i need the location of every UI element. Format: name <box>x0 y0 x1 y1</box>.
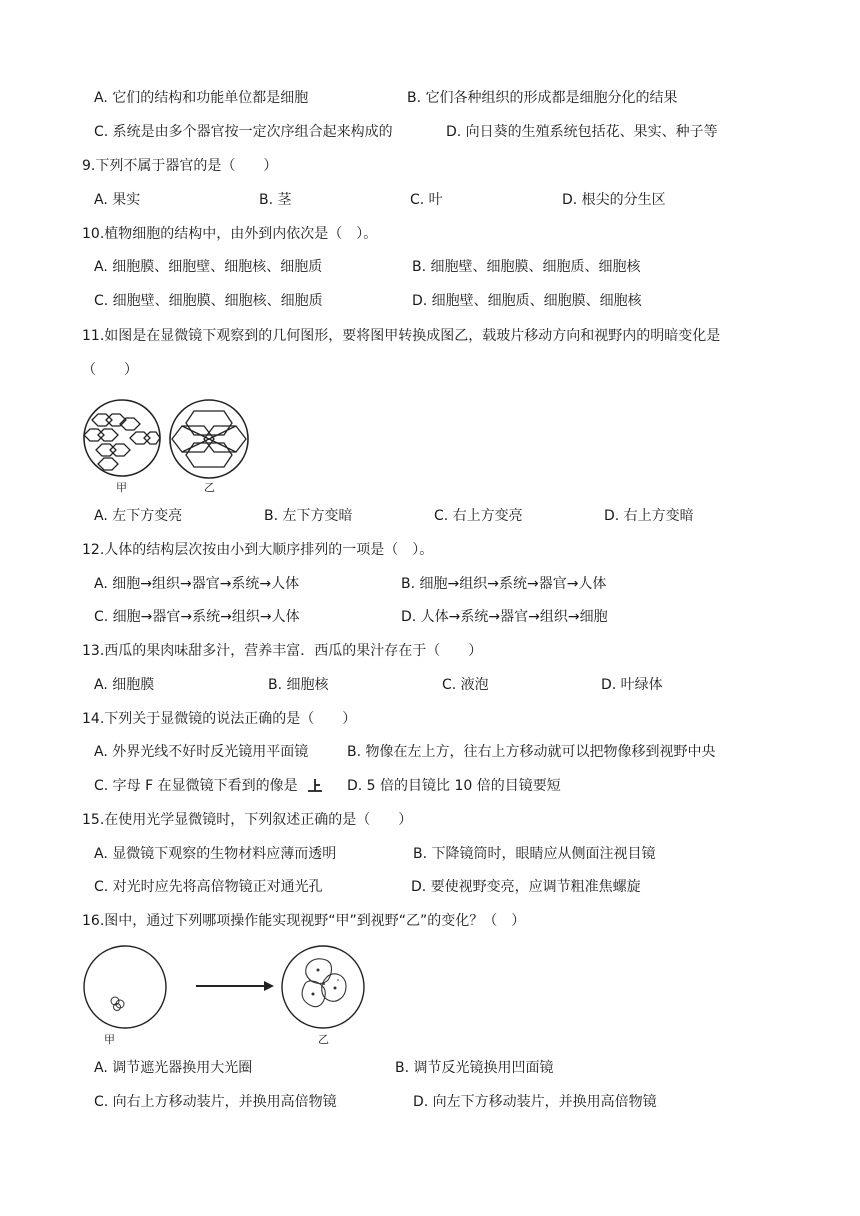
inverted-f-glyph-icon <box>306 776 324 794</box>
q16-option-d: D. 向左下方移动装片，并换用高倍物镜 <box>413 1094 657 1110</box>
q9-option-b: B. 茎 <box>259 192 292 208</box>
q13-option-a: A. 细胞膜 <box>94 677 155 693</box>
q16-figure-jia <box>82 944 168 1046</box>
q11-figure-yi-label: 乙 <box>204 481 215 494</box>
q8-option-b: B. 它们各种组织的形成都是细胞分化的结果 <box>407 90 678 106</box>
q15-option-a: A. 显微镜下观察的生物材料应薄而透明 <box>94 846 337 862</box>
q16-option-c: C. 向右上方移动装片，并换用高倍物镜 <box>94 1094 337 1110</box>
q16-option-b: B. 调节反光镜换用凹面镜 <box>395 1060 554 1076</box>
q15-option-b: B. 下降镜筒时，眼睛应从侧面注视目镜 <box>413 846 656 862</box>
q8-option-c: C. 系统是由多个器官按一定次序组合起来构成的 <box>94 124 393 140</box>
q11-option-c: C. 右上方变亮 <box>434 508 523 524</box>
q10-stem: 10.植物细胞的结构中，由外到内依次是（ ）。 <box>82 226 378 242</box>
q9-option-d: D. 根尖的分生区 <box>562 192 666 208</box>
q12-option-b: B. 细胞→组织→系统→器官→人体 <box>401 576 607 592</box>
q10-option-a: A. 细胞膜、细胞壁、细胞核、细胞质 <box>94 259 323 275</box>
q10-option-c: C. 细胞壁、细胞膜、细胞核、细胞质 <box>94 293 323 309</box>
q15-option-c: C. 对光时应先将高倍物镜正对通光孔 <box>94 879 323 895</box>
q15-option-d: D. 要使视野变亮，应调节粗准焦螺旋 <box>411 879 641 895</box>
q16-option-a: A. 调节遮光器换用大光圈 <box>94 1060 253 1076</box>
q14-option-c: C. 字母 F 在显微镜下看到的像是 <box>94 778 298 794</box>
q11-stem: 11.如图是在显微镜下观察到的几何图形，要将图甲转换成图乙，载玻片移动方向和视野内的明暗变化是 <box>82 328 721 344</box>
q9-option-c: C. 叶 <box>410 192 443 208</box>
q12-option-a: A. 细胞→组织→器官→系统→人体 <box>94 576 300 592</box>
q13-option-c: C. 液泡 <box>442 677 489 693</box>
q8-option-d: D. 向日葵的生殖系统包括花、果实、种子等 <box>446 124 718 140</box>
q11-figure-yi <box>168 398 250 494</box>
q11-figure-jia <box>82 398 162 494</box>
q16-figure-yi <box>280 944 366 1046</box>
q14-option-b: B. 物像在左上方，往右上方移动就可以把物像移到视野中央 <box>347 744 716 760</box>
q10-option-b: B. 细胞壁、细胞膜、细胞质、细胞核 <box>412 259 641 275</box>
q8-option-a: A. 它们的结构和功能单位都是细胞 <box>94 90 309 106</box>
q12-option-c: C. 细胞→器官→系统→组织→人体 <box>94 609 300 625</box>
q10-option-d: D. 细胞壁、细胞质、细胞膜、细胞核 <box>412 293 642 309</box>
q15-stem: 15.在使用光学显微镜时，下列叙述正确的是（ ） <box>82 812 413 828</box>
q11-option-d: D. 右上方变暗 <box>604 508 694 524</box>
q16-figure-jia-label: 甲 <box>104 1033 115 1046</box>
q11-option-a: A. 左下方变亮 <box>94 508 183 524</box>
q16-figure-yi-label: 乙 <box>318 1033 329 1046</box>
arrow-right-icon <box>194 980 276 992</box>
q14-stem: 14.下列关于显微镜的说法正确的是（ ） <box>82 711 357 727</box>
q13-option-d: D. 叶绿体 <box>601 677 663 693</box>
q14-option-a: A. 外界光线不好时反光镜用平面镜 <box>94 744 309 760</box>
q14-option-d: D. 5 倍的目镜比 10 倍的目镜要短 <box>347 778 561 794</box>
q11-figure-jia-label: 甲 <box>116 481 127 494</box>
q12-stem: 12.人体的结构层次按由小到大顺序排列的一项是（ ）。 <box>82 542 434 558</box>
q13-stem: 13.西瓜的果肉味甜多汁，营养丰富．西瓜的果汁存在于（ ） <box>82 643 483 659</box>
q9-option-a: A. 果实 <box>94 192 141 208</box>
q11-option-b: B. 左下方变暗 <box>264 508 353 524</box>
q16-stem: 16.图中，通过下列哪项操作能实现视野“甲”到视野“乙”的变化？（ ） <box>82 913 526 929</box>
q9-stem: 9.下列不属于器官的是（ ） <box>82 158 278 174</box>
q13-option-b: B. 细胞核 <box>268 677 329 693</box>
q11-stem-continued: （ ） <box>82 362 138 378</box>
q12-option-d: D. 人体→系统→器官→组织→细胞 <box>401 609 608 625</box>
